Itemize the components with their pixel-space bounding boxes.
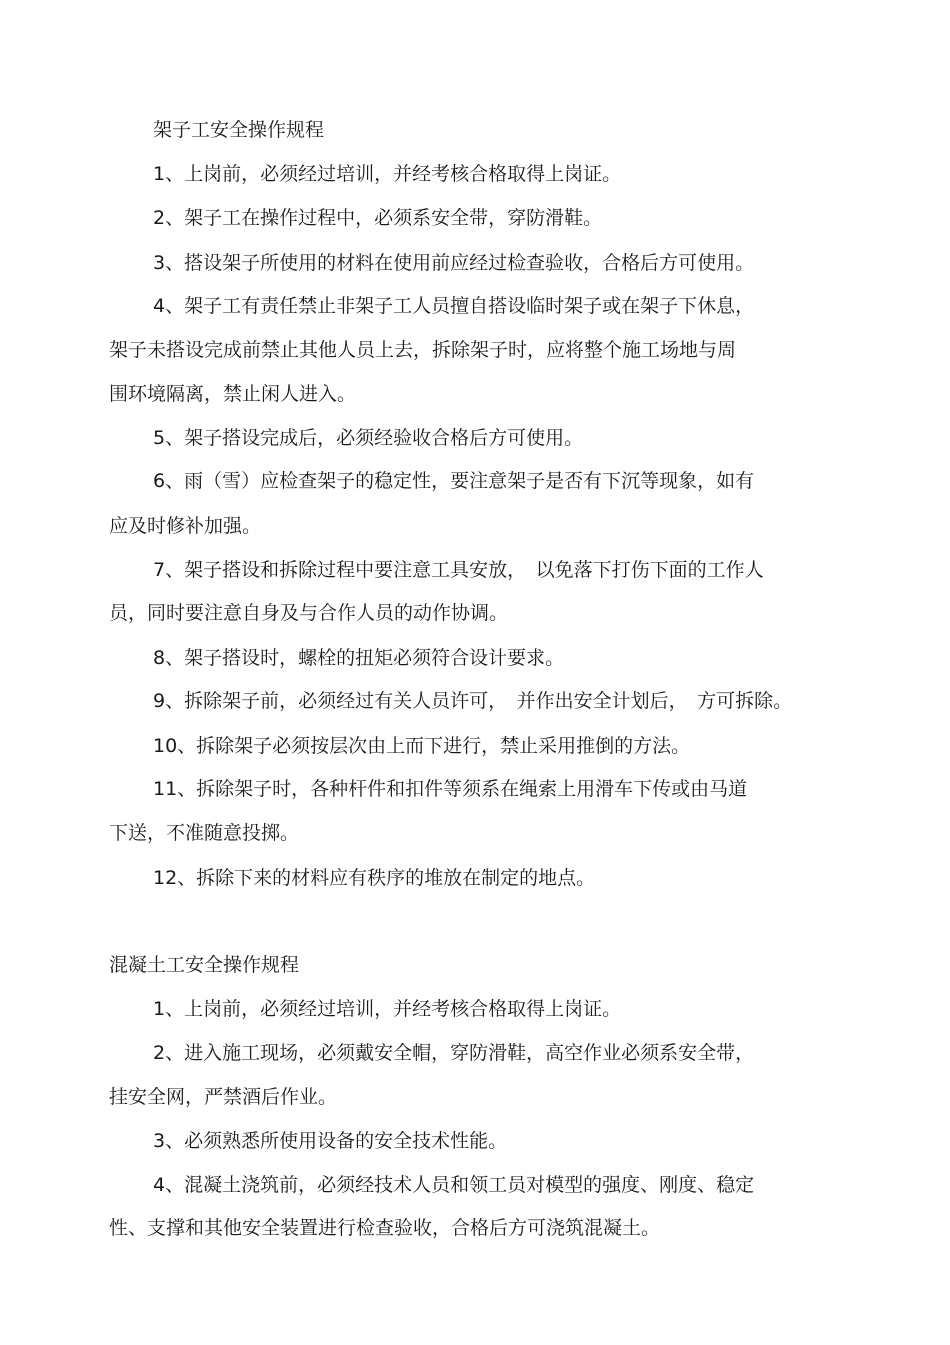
rule-item-continuation: 性、支撑和其他安全装置进行检查验收，合格后方可浇筑混凝土。 xyxy=(109,1217,661,1239)
rule-item-continuation: 围环境隔离，禁止闲人进入。 xyxy=(109,383,357,405)
rule-item: 6、雨（雪）应检查架子的稳定性，要注意架子是否有下沉等现象，如有 xyxy=(153,470,755,492)
rule-item: 11、拆除架子时，各种杆件和扣件等须系在绳索上用滑车下传或由马道 xyxy=(153,778,748,800)
rule-item: 7、架子搭设和拆除过程中要注意工具安放， 以免落下打伤下面的工作人 xyxy=(153,559,764,581)
rule-item: 1、上岗前，必须经过培训，并经考核合格取得上岗证。 xyxy=(153,998,622,1020)
rule-item-continuation: 下送，不准随意投掷。 xyxy=(109,822,300,844)
section-title: 架子工安全操作规程 xyxy=(153,119,325,141)
rule-item: 5、架子搭设完成后，必须经验收合格后方可使用。 xyxy=(153,427,584,449)
rule-item: 1、上岗前，必须经过培训，并经考核合格取得上岗证。 xyxy=(153,163,622,185)
rule-item: 8、架子搭设时，螺栓的扭矩必须符合设计要求。 xyxy=(153,647,565,669)
rule-item-continuation: 架子未搭设完成前禁止其他人员上去，拆除架子时，应将整个施工场地与周 xyxy=(109,339,737,361)
rule-item: 10、拆除架子必须按层次由上而下进行，禁止采用推倒的方法。 xyxy=(153,735,691,757)
rule-item: 3、必须熟悉所使用设备的安全技术性能。 xyxy=(153,1130,508,1152)
rule-item: 12、拆除下来的材料应有秩序的堆放在制定的地点。 xyxy=(153,867,596,889)
rule-item: 4、架子工有责任禁止非架子工人员擅自搭设临时架子或在架子下休息， xyxy=(153,295,755,317)
rule-item: 3、搭设架子所使用的材料在使用前应经过检查验收，合格后方可使用。 xyxy=(153,252,755,274)
rule-item: 9、拆除架子前，必须经过有关人员许可， 并作出安全计划后， 方可拆除。 xyxy=(153,690,793,712)
rule-item: 2、架子工在操作过程中，必须系安全带，穿防滑鞋。 xyxy=(153,207,603,229)
rule-item: 4、混凝土浇筑前，必须经技术人员和领工员对模型的强度、刚度、稳定 xyxy=(153,1174,755,1196)
section-title: 混凝土工安全操作规程 xyxy=(109,954,300,976)
rule-item-continuation: 挂安全网，严禁酒后作业。 xyxy=(109,1086,338,1108)
rule-item-continuation: 员，同时要注意自身及与合作人员的动作协调。 xyxy=(109,602,509,624)
rule-item: 2、进入施工现场，必须戴安全帽，穿防滑鞋，高空作业必须系安全带， xyxy=(153,1042,755,1064)
rule-item-continuation: 应及时修补加强。 xyxy=(109,515,262,537)
